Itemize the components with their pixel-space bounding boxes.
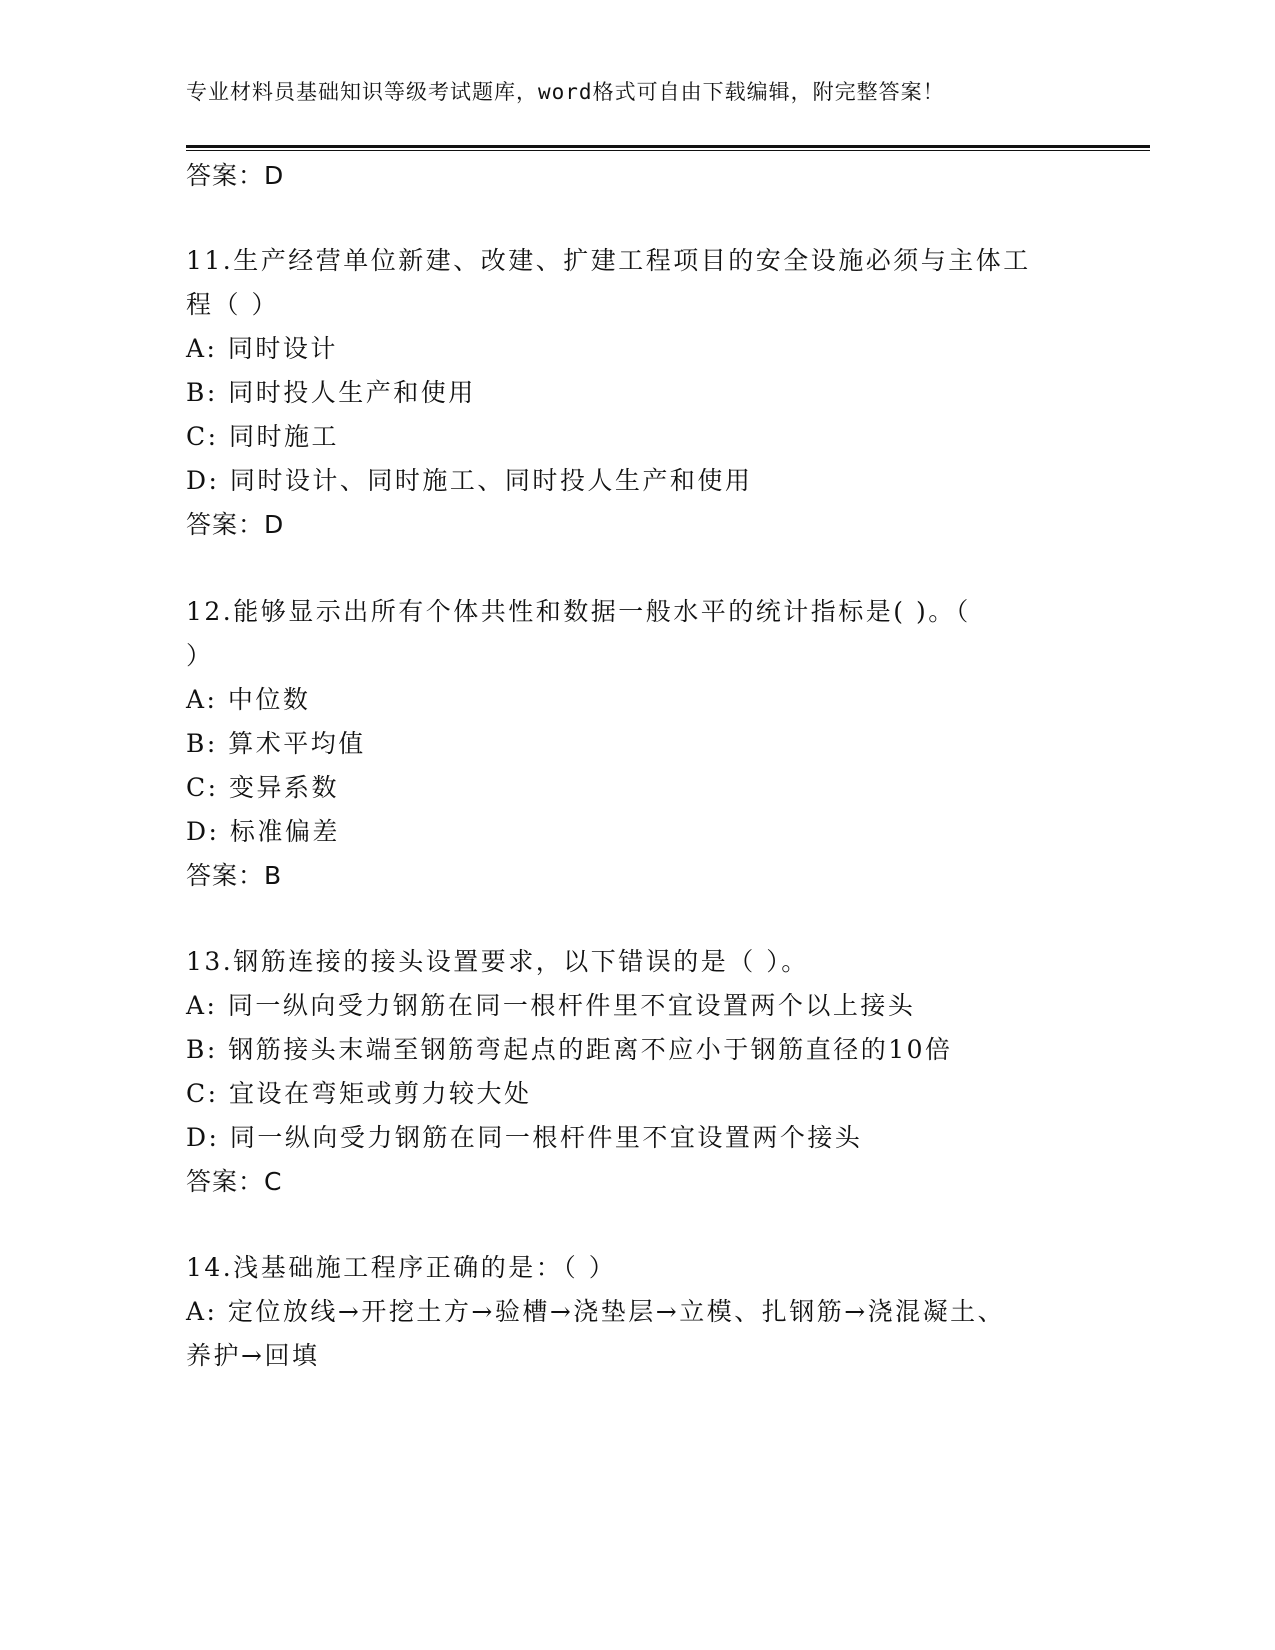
question-11-stem-cont: 程（ ） — [186, 290, 279, 319]
question-12-option-c: C: 变异系数 — [186, 773, 339, 802]
question-12-option-d: D: 标准偏差 — [186, 817, 340, 846]
question-13-stem: 13.钢筋连接的接头设置要求，以下错误的是（ ）。 — [186, 947, 809, 976]
question-13-option-d: D: 同一纵向受力钢筋在同一根杆件里不宜设置两个接头 — [186, 1123, 863, 1152]
question-11-option-c: C: 同时施工 — [186, 422, 339, 451]
question-13-option-c: C: 宜设在弯矩或剪力较大处 — [186, 1079, 532, 1108]
page-header: 专业材料员基础知识等级考试题库，word格式可自由下载编辑，附完整答案！ — [186, 80, 945, 104]
question-11-answer: 答案：D — [186, 510, 285, 539]
question-14-option-a-cont: 养护→回填 — [186, 1341, 320, 1370]
question-11-option-b: B: 同时投人生产和使用 — [186, 378, 476, 407]
answer-q10: 答案：D — [186, 161, 285, 190]
question-11-stem: 11.生产经营单位新建、改建、扩建工程项目的安全设施必须与主体工 — [186, 246, 1031, 275]
header-rule-thin — [186, 150, 1150, 151]
question-13-answer: 答案：C — [186, 1167, 283, 1196]
question-11-option-d: D: 同时设计、同时施工、同时投人生产和使用 — [186, 466, 753, 495]
header-rule — [186, 145, 1150, 148]
question-12-stem: 12.能够显示出所有个体共性和数据一般水平的统计指标是( )。（ — [186, 597, 971, 626]
question-13-option-a: A: 同一纵向受力钢筋在同一根杆件里不宜设置两个以上接头 — [186, 991, 916, 1020]
question-12-option-a: A: 中位数 — [186, 685, 311, 714]
question-12-stem-cont: ） — [186, 641, 214, 670]
question-11-option-a: A: 同时设计 — [186, 334, 338, 363]
question-12-answer: 答案：B — [186, 861, 283, 890]
question-14-stem: 14.浅基础施工程序正确的是：（ ） — [186, 1253, 617, 1282]
question-12-option-b: B: 算术平均值 — [186, 729, 366, 758]
question-14-option-a: A: 定位放线→开挖土方→验槽→浇垫层→立模、扎钢筋→浇混凝土、 — [186, 1297, 1006, 1326]
question-13-option-b: B: 钢筋接头末端至钢筋弯起点的距离不应小于钢筋直径的10倍 — [186, 1035, 953, 1064]
